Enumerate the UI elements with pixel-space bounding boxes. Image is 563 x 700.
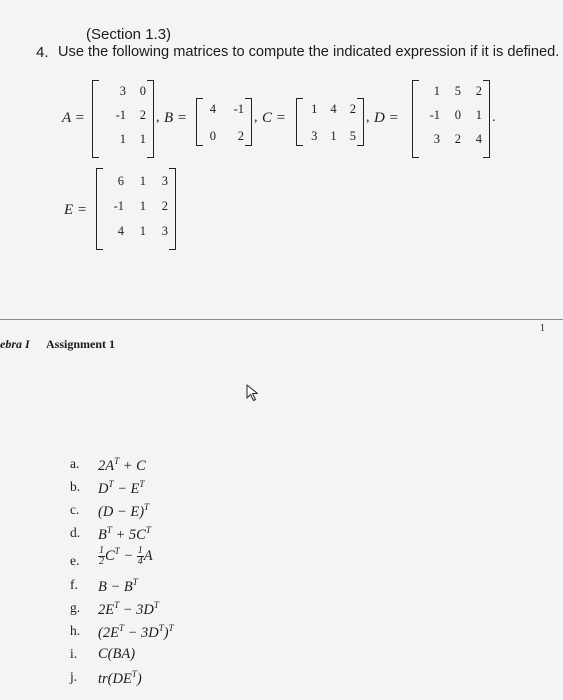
list-item [0, 646, 563, 666]
matrix-a [92, 80, 154, 158]
matrix-a-cell: 3 [119, 84, 126, 98]
matrix-a-label: A = [62, 110, 85, 126]
item-letter: c. [70, 502, 80, 517]
matrix-a-cell: 1 [119, 132, 126, 146]
matrix-e-cell: 6 [117, 174, 124, 188]
item-letter: g. [70, 600, 81, 615]
item-expression: $B - B^T$ [98, 577, 138, 595]
matrix-b-cell: 0 [209, 129, 216, 143]
section-label: (Section 1.3) [86, 26, 172, 43]
matrix-e-label: E = [64, 202, 88, 218]
matrix-b-label: B = [164, 110, 188, 126]
item-expression: C(BA) [98, 646, 136, 662]
matrix-a-cell: 0 [139, 84, 146, 98]
matrix-c-cell: 2 [349, 102, 356, 116]
item-expression: $B^T + 5C^T$ [98, 525, 151, 543]
matrix-a-cell: 1 [139, 132, 146, 146]
list-item [0, 577, 563, 597]
matrix-e-cell: 4 [117, 224, 124, 238]
matrix-e-cell: -1 [113, 199, 124, 213]
page-number: 1 [540, 323, 545, 334]
matrix-d [412, 80, 490, 158]
item-expression: $2A^T + C$ [98, 456, 146, 474]
item-expression: $\frac{1}{2}$ $C^T$ − $\frac{1}{4}$ A [99, 545, 153, 567]
list-item [0, 600, 563, 620]
matrix-b-cell: 4 [209, 102, 216, 116]
list-item [0, 669, 563, 689]
matrix-c-cell: 1 [330, 129, 337, 143]
list-item [0, 546, 563, 572]
item-letter: i. [70, 646, 78, 661]
matrix-d-cell: 2 [454, 132, 461, 146]
page-divider [0, 319, 563, 320]
matrix-c-cell: 1 [311, 102, 318, 116]
matrix-a-cell: 2 [139, 108, 146, 122]
matrix-b-cell: 2 [237, 129, 244, 143]
matrix-e [96, 168, 176, 250]
item-letter: d. [70, 525, 81, 540]
matrix-d-cell: 1 [433, 84, 440, 98]
list-item [0, 456, 563, 476]
matrix-e-cell: 1 [139, 199, 146, 213]
matrix-d-cell: 3 [433, 132, 440, 146]
list-item [0, 623, 563, 643]
comma-separator: , [156, 110, 160, 125]
matrix-c-cell: 4 [330, 102, 337, 116]
list-item [0, 502, 563, 522]
matrix-c-label: C = [262, 110, 286, 126]
matrix-b [196, 98, 252, 146]
matrix-c-cell: 3 [311, 129, 318, 143]
matrix-b-cell: -1 [233, 102, 244, 116]
assignment-label: Assignment 1 [46, 337, 116, 351]
matrix-e-cell: 3 [161, 174, 168, 188]
matrix-d-cell: -1 [429, 108, 440, 122]
matrix-d-cell: 5 [454, 84, 461, 98]
matrix-e-cell: 2 [161, 199, 168, 213]
list-item [0, 525, 563, 545]
item-letter: f. [70, 577, 78, 592]
item-letter: a. [70, 456, 80, 471]
matrix-d-label: D = [374, 110, 399, 126]
item-letter: b. [70, 479, 81, 494]
item-expression: $2E^T - 3D^T$ [98, 600, 159, 618]
comma-separator: , [254, 110, 258, 125]
matrix-d-cell: 1 [475, 108, 482, 122]
problem-instruction: Use the following matrices to compute the indicated expression if it is defined. [58, 44, 560, 60]
item-expression: $D^T - E^T$ [98, 479, 145, 497]
item-letter: e. [70, 553, 80, 568]
course-fragment: ebra I [0, 337, 30, 351]
matrix-e-cell: 1 [139, 174, 146, 188]
matrix-c-cell: 5 [349, 129, 356, 143]
period: . [492, 110, 496, 125]
matrix-d-cell: 2 [475, 84, 482, 98]
matrix-d-cell: 4 [475, 132, 482, 146]
mouse-pointer-icon [246, 384, 260, 407]
item-expression: $(D - E)^T$ [98, 502, 150, 520]
problem-number: 4. [36, 44, 49, 61]
list-item [0, 479, 563, 499]
item-expression: $(2E^T - 3D^T)^T$ [98, 623, 174, 641]
matrix-c [296, 98, 364, 146]
item-letter: j. [70, 669, 78, 684]
matrix-e-cell: 3 [161, 224, 168, 238]
matrix-e-cell: 1 [139, 224, 146, 238]
item-letter: h. [70, 623, 81, 638]
matrix-d-cell: 0 [454, 108, 461, 122]
comma-separator: , [366, 110, 370, 125]
matrix-a-cell: -1 [115, 108, 126, 122]
item-expression: $tr(DE^T)$ [98, 669, 142, 687]
